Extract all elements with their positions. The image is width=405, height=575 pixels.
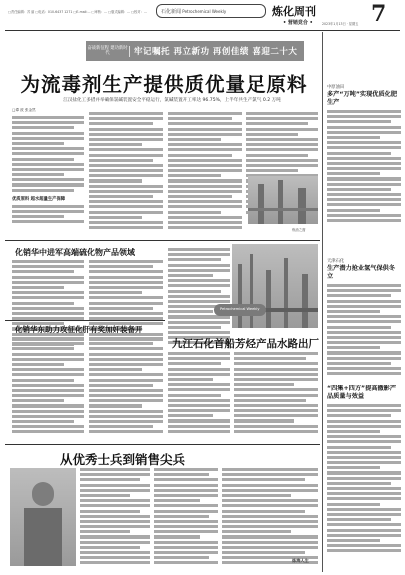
lead-headline: 为流毒剂生产提供质优量足原料 <box>20 73 308 96</box>
masthead <box>0 0 405 30</box>
lead-column-1 <box>12 108 84 238</box>
center-story-title: 九江石化首船芳烃产品水路出厂 <box>172 338 319 350</box>
masthead-meta: □责任编辑：苏 丽 □电话：010-6437 1271 □E-mail:... □审核：... □版式编辑：... □校对：... <box>8 10 147 14</box>
lead-photo <box>248 176 318 224</box>
lead-column-2 <box>89 112 163 238</box>
theme-banner-slogan: 牢记嘱托 再立新功 再创佳绩 喜迎二十大 <box>134 47 298 57</box>
lead-byline: □谭 波 张金然 <box>12 108 36 112</box>
lead-column-3 <box>168 112 242 238</box>
masthead-rule <box>5 30 400 31</box>
right-sidebar-1 <box>327 84 401 224</box>
lead-subtitle: 优质原料 超水超量生产保障 <box>12 196 66 202</box>
right-sidebar-3 <box>327 385 401 567</box>
newspaper-logo <box>156 4 266 18</box>
bottom-story-caption: 炼海人生 <box>292 558 309 563</box>
logo-text-en: Petrochemical Weekly <box>182 9 227 14</box>
right-sidebar-2-title: 生产潜力抢业氢气保供冬立 <box>327 265 396 280</box>
page-number: 7 <box>371 1 387 27</box>
bottom-story-column-1 <box>80 468 150 568</box>
section-rule-2 <box>5 320 165 321</box>
center-story-column-1 <box>168 352 230 438</box>
edition-title: 炼化周刊 <box>272 5 316 18</box>
theme-banner-small: 奋战新征程 建功新时代 <box>86 46 130 57</box>
right-sidebar-1-label: 中原油田 <box>327 85 345 90</box>
section-label: • 营销竞合 • <box>283 20 313 26</box>
left-article-1-title: 化销华中进军高端硫化物产品领域 <box>15 247 135 257</box>
right-sidebar-3-title: “四集+四方”提高撤影产品质量与效益 <box>327 385 397 400</box>
center-story-column-2 <box>234 352 318 438</box>
right-sidebar-2 <box>327 258 401 378</box>
logo-text-zh: 石化新闻 <box>161 9 182 15</box>
bottom-story-column-3 <box>222 468 318 568</box>
theme-banner <box>86 41 304 61</box>
left-article-2-title: 化销华东助力攻征化肝有奖加奸装备开 <box>15 325 143 334</box>
bottom-photo-left <box>10 468 76 566</box>
column-divider <box>322 32 323 572</box>
right-sidebar-1-title: 多产“万吨”实现优质化肥生产 <box>327 91 398 106</box>
left-article-2-column-2 <box>89 337 163 437</box>
section-rule-3 <box>5 444 320 445</box>
bottom-story-title: 从优秀士兵到销售尖兵 <box>60 452 186 467</box>
photo-caption: 炼油之窗 <box>292 228 306 232</box>
brand-stamp: Petrochemical Weekly <box>214 304 266 316</box>
left-article-1-column-3 <box>168 248 230 350</box>
lead-subhead: 江汉盐化工多措并举确保氯碱装置安全平稳运行，氯碱装置开工率达 96.75%，上半年共生产氯气 0.2 万吨 <box>63 98 281 103</box>
date-line: 2023年1月13日 · 星期五 <box>322 22 359 26</box>
section-rule-1 <box>5 240 320 241</box>
right-sidebar-2-label: 天津石化 <box>327 259 345 264</box>
left-article-2-column-1 <box>12 337 84 437</box>
bottom-story-column-2 <box>154 468 218 568</box>
